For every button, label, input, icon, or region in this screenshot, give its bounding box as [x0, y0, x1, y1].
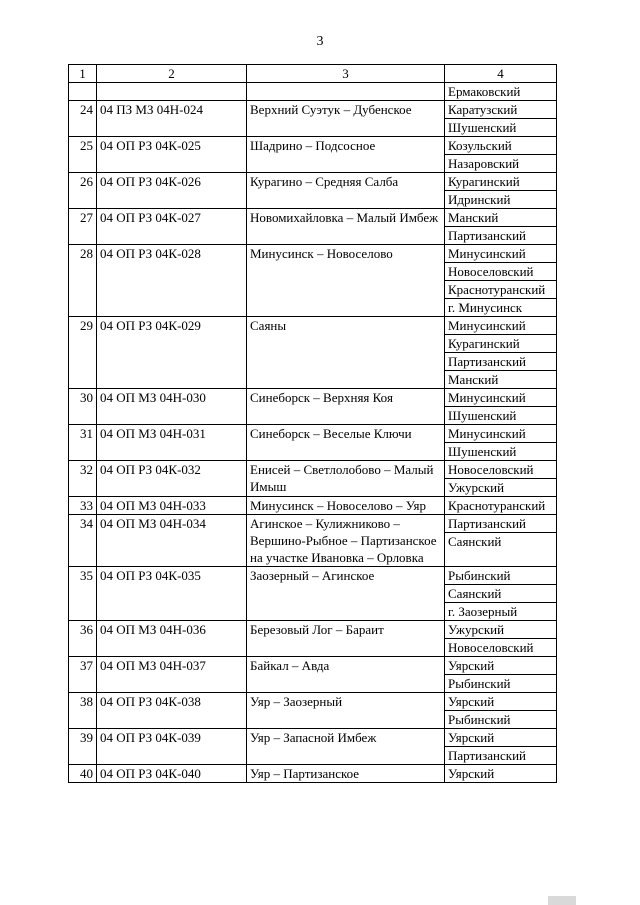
- district-entry: Саянский: [445, 584, 556, 602]
- row-number: 28: [69, 245, 97, 317]
- road-id-code: 04 ОП МЗ 04Н-031: [97, 425, 247, 461]
- district-entry: Новоселовский: [448, 462, 534, 477]
- road-name: Заозерный – Агинское: [247, 567, 445, 621]
- row-number: 30: [69, 389, 97, 425]
- district-entry: Минусинский: [448, 426, 526, 441]
- row-number: 27: [69, 209, 97, 245]
- header-col-3: 3: [247, 65, 445, 83]
- continuation-districts: [445, 83, 557, 101]
- districts-cell: [445, 657, 557, 693]
- district-entry: Рыбинский: [445, 674, 556, 692]
- districts-cell: [445, 515, 557, 567]
- table-row: [69, 461, 557, 497]
- district-entry: Ужурский: [445, 478, 556, 496]
- table-body: [69, 83, 557, 783]
- table-row: [69, 137, 557, 173]
- district-entry: Саянский: [445, 532, 556, 550]
- districts-cell: [445, 209, 557, 245]
- road-name: Верхний Суэтук – Дубенское: [247, 101, 445, 137]
- continuation-num: [69, 83, 97, 101]
- page-number: 3: [316, 34, 324, 49]
- roads-table: [68, 64, 557, 783]
- road-name: Синеборск – Верхняя Коя: [247, 389, 445, 425]
- table-row: [69, 497, 557, 515]
- header-row: [69, 65, 557, 83]
- road-id-code: 04 ОП РЗ 04К-025: [97, 137, 247, 173]
- district-entry: Каратузский: [448, 102, 518, 117]
- district-entry: Манский: [448, 210, 499, 225]
- road-name: Березовый Лог – Бараит: [247, 621, 445, 657]
- districts-cell: [445, 461, 557, 497]
- districts-cell: [445, 101, 557, 137]
- districts-cell: [445, 317, 557, 389]
- district-entry: Назаровский: [445, 154, 556, 172]
- district-entry: Партизанский: [448, 516, 526, 531]
- table-header: [69, 65, 557, 83]
- districts-cell: [445, 729, 557, 765]
- district-entry: Козульский: [448, 138, 512, 153]
- road-name: Минусинск – Новоселово – Уяр: [247, 497, 445, 515]
- district-entry: Курагинский: [445, 334, 556, 352]
- district-entry: Краснотуранский: [448, 498, 546, 513]
- row-number: 31: [69, 425, 97, 461]
- district-entry: Рыбинский: [448, 568, 511, 583]
- district-entry: Уярский: [448, 730, 495, 745]
- table-row: [69, 101, 557, 137]
- table-row: [69, 729, 557, 765]
- road-name: Синеборск – Веселые Ключи: [247, 425, 445, 461]
- road-name: Саяны: [247, 317, 445, 389]
- road-name: Агинское – Кулижниково – Вершино-Рыбное – Партизанское на участке Ивановка – Орловка: [247, 515, 445, 567]
- districts-cell: [445, 497, 557, 515]
- road-id-code: 04 ОП МЗ 04Н-033: [97, 497, 247, 515]
- continuation-name: [247, 83, 445, 101]
- row-number: 32: [69, 461, 97, 497]
- road-id-code: 04 ПЗ МЗ 04Н-024: [97, 101, 247, 137]
- road-id-code: 04 ОП РЗ 04К-040: [97, 765, 247, 783]
- district-entry: Ермаковский: [448, 84, 521, 99]
- districts-cell: [445, 621, 557, 657]
- row-number: 40: [69, 765, 97, 783]
- districts-cell: [445, 137, 557, 173]
- table-row: [69, 389, 557, 425]
- road-name: Уяр – Запасной Имбеж: [247, 729, 445, 765]
- district-entry: г. Минусинск: [445, 298, 556, 316]
- district-entry: Новоселовский: [445, 262, 556, 280]
- districts-cell: [445, 173, 557, 209]
- road-name: Уяр – Заозерный: [247, 693, 445, 729]
- table-row: [69, 515, 557, 567]
- district-entry: Минусинский: [448, 390, 526, 405]
- scan-mark: [548, 896, 576, 905]
- continuation-row: [69, 83, 557, 101]
- road-id-code: 04 ОП РЗ 04К-028: [97, 245, 247, 317]
- district-entry: Минусинский: [448, 318, 526, 333]
- district-entry: Минусинский: [448, 246, 526, 261]
- table-row: [69, 209, 557, 245]
- road-name: Минусинск – Новоселово: [247, 245, 445, 317]
- districts-cell: [445, 425, 557, 461]
- district-entry: г. Заозерный: [445, 602, 556, 620]
- row-number: 25: [69, 137, 97, 173]
- districts-cell: [445, 765, 557, 783]
- road-name: Курагино – Средняя Салба: [247, 173, 445, 209]
- header-col-4: 4: [445, 65, 557, 83]
- district-entry: Партизанский: [445, 746, 556, 764]
- row-number: 39: [69, 729, 97, 765]
- districts-cell: [445, 567, 557, 621]
- district-entry: Партизанский: [445, 352, 556, 370]
- district-entry: Идринский: [445, 190, 556, 208]
- table-row: [69, 173, 557, 209]
- row-number: 38: [69, 693, 97, 729]
- table-row: [69, 693, 557, 729]
- district-entry: Рыбинский: [445, 710, 556, 728]
- districts-cell: [445, 245, 557, 317]
- district-entry: Партизанский: [445, 226, 556, 244]
- table-row: [69, 245, 557, 317]
- district-entry: Новоселовский: [445, 638, 556, 656]
- road-id-code: 04 ОП РЗ 04К-029: [97, 317, 247, 389]
- continuation-code: [97, 83, 247, 101]
- district-entry: Шушенский: [445, 118, 556, 136]
- road-id-code: 04 ОП РЗ 04К-027: [97, 209, 247, 245]
- row-number: 35: [69, 567, 97, 621]
- row-number: 33: [69, 497, 97, 515]
- table-row: [69, 567, 557, 621]
- district-entry: Краснотуранский: [445, 280, 556, 298]
- road-id-code: 04 ОП РЗ 04К-038: [97, 693, 247, 729]
- road-name: Байкал – Авда: [247, 657, 445, 693]
- header-col-1: 1: [69, 65, 97, 83]
- districts-cell: [445, 693, 557, 729]
- table-row: [69, 317, 557, 389]
- row-number: 37: [69, 657, 97, 693]
- district-entry: Курагинский: [448, 174, 520, 189]
- table-row: [69, 425, 557, 461]
- road-name: Шадрино – Подсосное: [247, 137, 445, 173]
- road-id-code: 04 ОП РЗ 04К-039: [97, 729, 247, 765]
- road-id-code: 04 ОП МЗ 04Н-030: [97, 389, 247, 425]
- table-row: [69, 765, 557, 783]
- road-name: Енисей – Светлолобово – Малый Имыш: [247, 461, 445, 497]
- district-entry: Шушенский: [445, 406, 556, 424]
- road-id-code: 04 ОП МЗ 04Н-034: [97, 515, 247, 567]
- district-entry: Уярский: [448, 658, 495, 673]
- road-id-code: 04 ОП РЗ 04К-032: [97, 461, 247, 497]
- row-number: 29: [69, 317, 97, 389]
- row-number: 24: [69, 101, 97, 137]
- row-number: 36: [69, 621, 97, 657]
- district-entry: Манский: [445, 370, 556, 388]
- district-entry: Ужурский: [448, 622, 505, 637]
- header-col-2: 2: [97, 65, 247, 83]
- road-name: Новомихайловка – Малый Имбеж: [247, 209, 445, 245]
- district-entry: Уярский: [448, 766, 495, 781]
- road-id-code: 04 ОП МЗ 04Н-037: [97, 657, 247, 693]
- districts-cell: [445, 389, 557, 425]
- district-entry: Шушенский: [445, 442, 556, 460]
- district-entry: Уярский: [448, 694, 495, 709]
- road-id-code: 04 ОП РЗ 04К-026: [97, 173, 247, 209]
- road-id-code: 04 ОП МЗ 04Н-036: [97, 621, 247, 657]
- row-number: 34: [69, 515, 97, 567]
- table-row: [69, 621, 557, 657]
- row-number: 26: [69, 173, 97, 209]
- road-name: Уяр – Партизанское: [247, 765, 445, 783]
- table-row: [69, 657, 557, 693]
- road-id-code: 04 ОП РЗ 04К-035: [97, 567, 247, 621]
